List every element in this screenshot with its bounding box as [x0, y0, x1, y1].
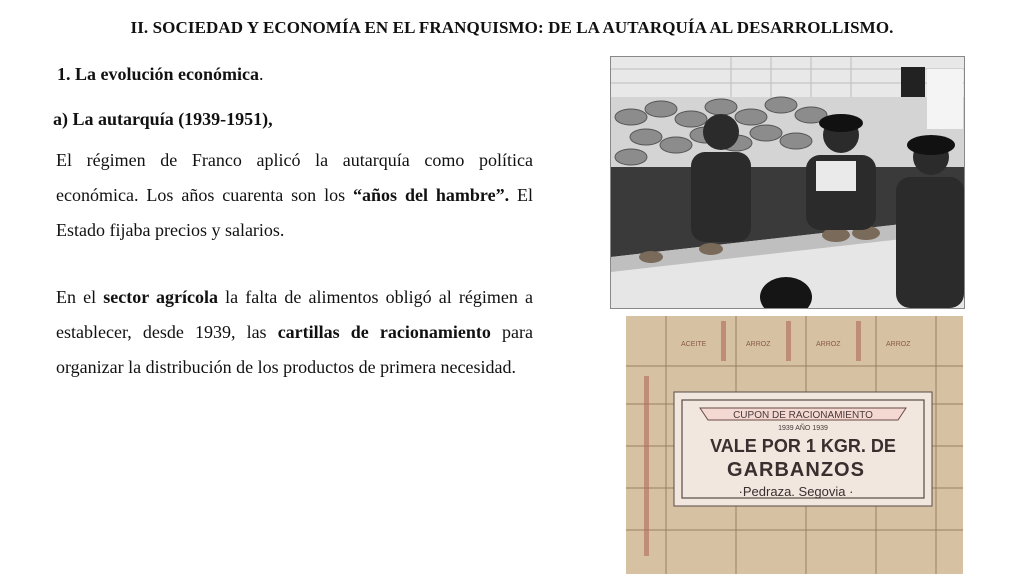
bakery-photo-illustration — [611, 57, 964, 308]
p2-text-1: En el — [56, 287, 104, 307]
bakery-photo — [610, 56, 965, 309]
section-heading — [57, 64, 263, 85]
p1-bold-1: “años del hambre”. — [353, 185, 510, 205]
paragraph-1 — [56, 143, 533, 248]
p2-text-3: para organizar la distribución de los productos de primera necesidad. — [56, 322, 533, 377]
coupon-product: GARBANZOS — [727, 459, 865, 481]
p1-text-2: El Estado fijaba precios y salarios. — [56, 185, 534, 240]
coupon-line1: VALE POR 1 KGR. DE — [710, 436, 896, 456]
coupon-header: CUPON DE RACIONAMIENTO — [733, 410, 873, 421]
p2-bold-2: cartillas de racionamiento — [277, 322, 491, 342]
slide-title: II. SOCIEDAD Y ECONOMÍA EN EL FRANQUISMO: DE LA AUTARQUÍA AL DESARROLLISMO. — [130, 18, 894, 37]
stub-label: ARROZ — [816, 341, 841, 348]
section-heading-text: 1. La evolución económica — [57, 64, 259, 84]
ration-coupon-illustration — [626, 316, 963, 574]
coupon-place: ·Pedraza. Segovia · — [738, 484, 854, 499]
p2-text-2: la falta de alimentos obligó al régimen a establecer, desde 1939, las — [56, 287, 533, 342]
ration-coupon-image — [626, 316, 963, 574]
stub-label: ARROZ — [886, 341, 911, 348]
coupon-year: 1939 AÑO 1939 — [778, 425, 828, 432]
paragraph-2 — [56, 280, 533, 385]
p2-bold-1: sector agrícola — [103, 287, 219, 307]
subheading: a) La autarquía (1939-1951), — [53, 109, 273, 129]
stub-label: ACEITE — [681, 341, 707, 348]
section-heading-punct: . — [258, 64, 264, 84]
p1-text-1: El régimen de Franco aplicó la autarquía como política económica. Los años cuarenta son los — [56, 150, 533, 205]
stub-label: ARROZ — [746, 341, 771, 348]
